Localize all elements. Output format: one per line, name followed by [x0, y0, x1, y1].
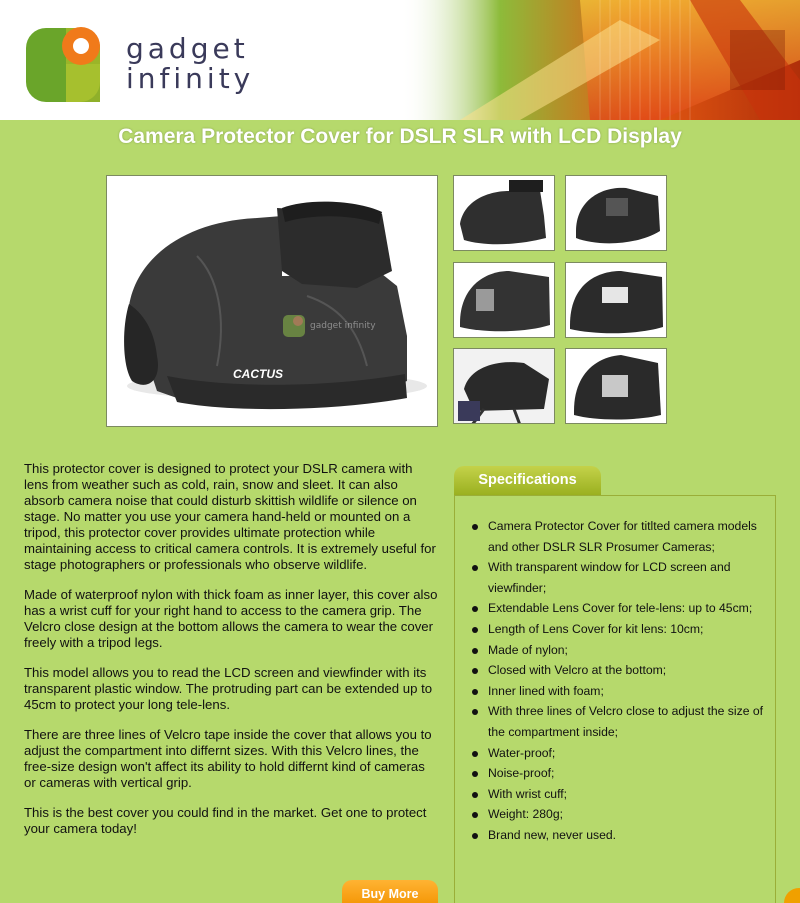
spec-item: Noise-proof;: [471, 763, 767, 784]
corner-decoration: [784, 888, 800, 903]
description-paragraph: This protector cover is designed to protect your DSLR camera with lens from weather such as cold, rain, snow and sleet. It can also absorb camera noise that could disturb skittish wildlife or silence on stage. No matter you use your camera hand-held or mounted on a tripod, this protector cover provides ultimate protection while maintaining access to critical camera controls. It is extremely useful for stage photographers or professionals who observe wildlife.: [24, 461, 436, 572]
product-thumbnail[interactable]: [453, 175, 555, 251]
logo-line-1: gadget: [126, 32, 249, 65]
spec-item: With three lines of Velcro close to adjust the size of the compartment inside;: [471, 701, 767, 742]
logo-icon[interactable]: [26, 24, 104, 102]
specifications-tab: Specifications: [454, 466, 601, 495]
spec-item: Water-proof;: [471, 743, 767, 764]
watermark-text: gadget infinity: [310, 321, 376, 331]
spec-item: Length of Lens Cover for kit lens: 10cm;: [471, 619, 767, 640]
cactus-logo: CACTUS: [233, 367, 283, 381]
product-thumbnail[interactable]: [453, 348, 555, 424]
spec-item: Extendable Lens Cover for tele-lens: up to 45cm;: [471, 598, 767, 619]
spec-item: Camera Protector Cover for titlted camera models and other DSLR SLR Prosumer Cameras;: [471, 516, 767, 557]
spec-item: Weight: 280g;: [471, 804, 767, 825]
description-paragraph: Made of waterproof nylon with thick foam as inner layer, this cover also has a wrist cuff for your right hand to access to the camera grip. The Velcro close design at the bottom allows the camera to wear the cover freely with a tripod legs.: [24, 587, 438, 650]
specifications-list: [471, 516, 767, 846]
spec-item: Inner lined with foam;: [471, 681, 767, 702]
site-header: [0, 0, 800, 120]
product-title: Camera Protector Cover for DSLR SLR with LCD Display: [118, 125, 682, 148]
logo-line-2: infinity: [126, 62, 255, 95]
product-thumbnail[interactable]: [565, 175, 667, 251]
description-paragraph: This model allows you to read the LCD screen and viewfinder with its transparent plastic window. The protruding part can be extended up to 45cm to protect your long tele-lens.: [24, 665, 433, 712]
buy-more-button[interactable]: Buy More: [342, 880, 438, 903]
spec-item: Closed with Velcro at the bottom;: [471, 660, 767, 681]
product-thumbnail[interactable]: [453, 262, 555, 338]
product-thumbnail[interactable]: [565, 262, 667, 338]
product-main-image[interactable]: [106, 175, 438, 427]
description-paragraph: This is the best cover you could find in the market. Get one to protect your camera today!: [24, 805, 427, 836]
spec-item: Brand new, never used.: [471, 825, 767, 846]
spec-item: With wrist cuff;: [471, 784, 767, 805]
specifications-panel: [454, 495, 776, 903]
banner-graphic: [400, 0, 800, 120]
spec-item: Made of nylon;: [471, 640, 767, 661]
logo-wordmark[interactable]: [126, 34, 254, 94]
description-paragraph: There are three lines of Velcro tape inside the cover that allows you to adjust the compartment into differnt sizes. With this Velcro lines, the free-size design won't affect its ability to hold differnt kind of cameras or cameras with vertical grip.: [24, 727, 432, 790]
product-thumbnail[interactable]: [565, 348, 667, 424]
product-description: [24, 461, 440, 851]
spec-item: With transparent window for LCD screen and viewfinder;: [471, 557, 767, 598]
